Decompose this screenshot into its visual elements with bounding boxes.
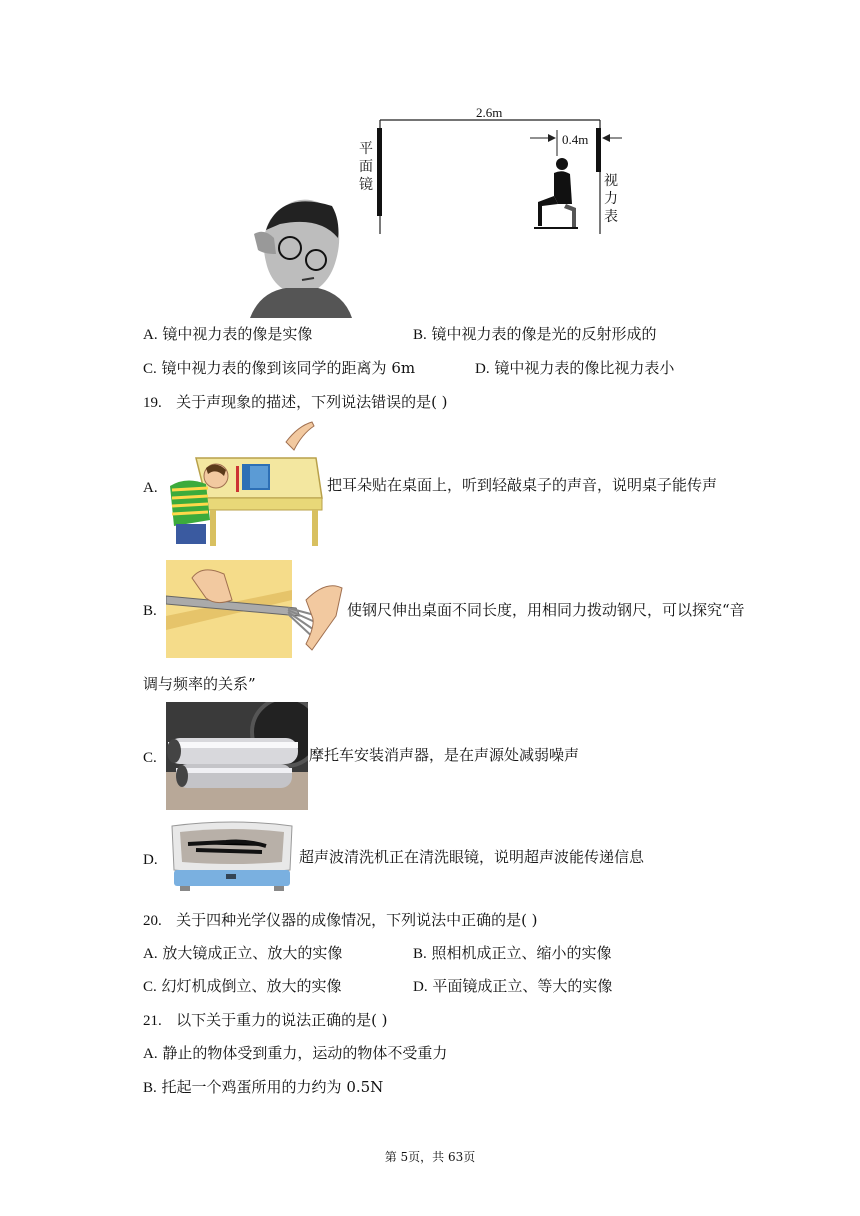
motorcycle-muffler-image <box>166 702 308 810</box>
q19-option-b: B. <box>143 603 157 619</box>
distance-small-label: 0.4m <box>562 132 589 147</box>
chart-bar <box>596 128 601 172</box>
q19-stem: 19. 关于声现象的描述，下列说法错误的是( ) <box>143 393 448 411</box>
q21-stem: 21. 以下关于重力的说法正确的是( ) <box>143 1011 388 1029</box>
steel-ruler-image <box>166 560 346 658</box>
q18-option-a: A. 镜中视力表的像是实像 <box>143 325 313 343</box>
q18-option-c: C. 镜中视力表的像到该同学的距离为 6m <box>143 359 416 377</box>
q19-option-c-text: 摩托车安装消声器，是在声源处减弱噪声 <box>309 746 580 764</box>
page-footer: 第 5页，共 63页 <box>384 1150 476 1164</box>
q19-option-b-text-cont: 调与频率的关系” <box>143 675 256 693</box>
man-with-glasses-photo <box>240 180 358 318</box>
q19-option-b-text: 使钢尺伸出桌面不同长度，用相同力拨动钢尺，可以探究“音 <box>347 601 745 619</box>
q18-option-b: B. 镜中视力表的像是光的反射形成的 <box>413 325 657 343</box>
q19-option-a-text: 把耳朵贴在桌面上，听到轻敲桌子的声音，说明桌子能传声 <box>327 476 718 494</box>
q21-option-b: B. 托起一个鸡蛋所用的力约为 0.5N <box>143 1078 384 1096</box>
chart-label: 视 力 表 <box>604 173 618 225</box>
seated-person-icon <box>534 158 578 228</box>
q19-option-a: A. <box>143 480 158 496</box>
q19-option-d: D. <box>143 852 158 868</box>
q19-option-d-text: 超声波清洗机正在清洗眼镜，说明超声波能传递信息 <box>299 848 645 866</box>
q20-stem: 20. 关于四种光学仪器的成像情况，下列说法中正确的是( ) <box>143 911 538 929</box>
q19-option-c: C. <box>143 750 157 766</box>
distance-total-label: 2.6m <box>476 105 503 120</box>
ultrasonic-cleaner-image <box>166 820 298 892</box>
mirror-label: 平 面 镜 <box>359 141 373 193</box>
q20-option-d: D. 平面镜成正立、等大的实像 <box>413 977 613 995</box>
ear-on-desk-image <box>166 420 324 548</box>
q18-option-d: D. 镜中视力表的像比视力表小 <box>475 359 675 377</box>
q20-option-a: A. 放大镜成正立、放大的实像 <box>143 944 343 962</box>
q20-option-c: C. 幻灯机成倒立、放大的实像 <box>143 977 342 995</box>
q21-option-a: A. 静止的物体受到重力，运动的物体不受重力 <box>143 1044 448 1062</box>
mirror-bar <box>377 128 382 216</box>
q20-option-b: B. 照相机成正立、缩小的实像 <box>413 944 612 962</box>
